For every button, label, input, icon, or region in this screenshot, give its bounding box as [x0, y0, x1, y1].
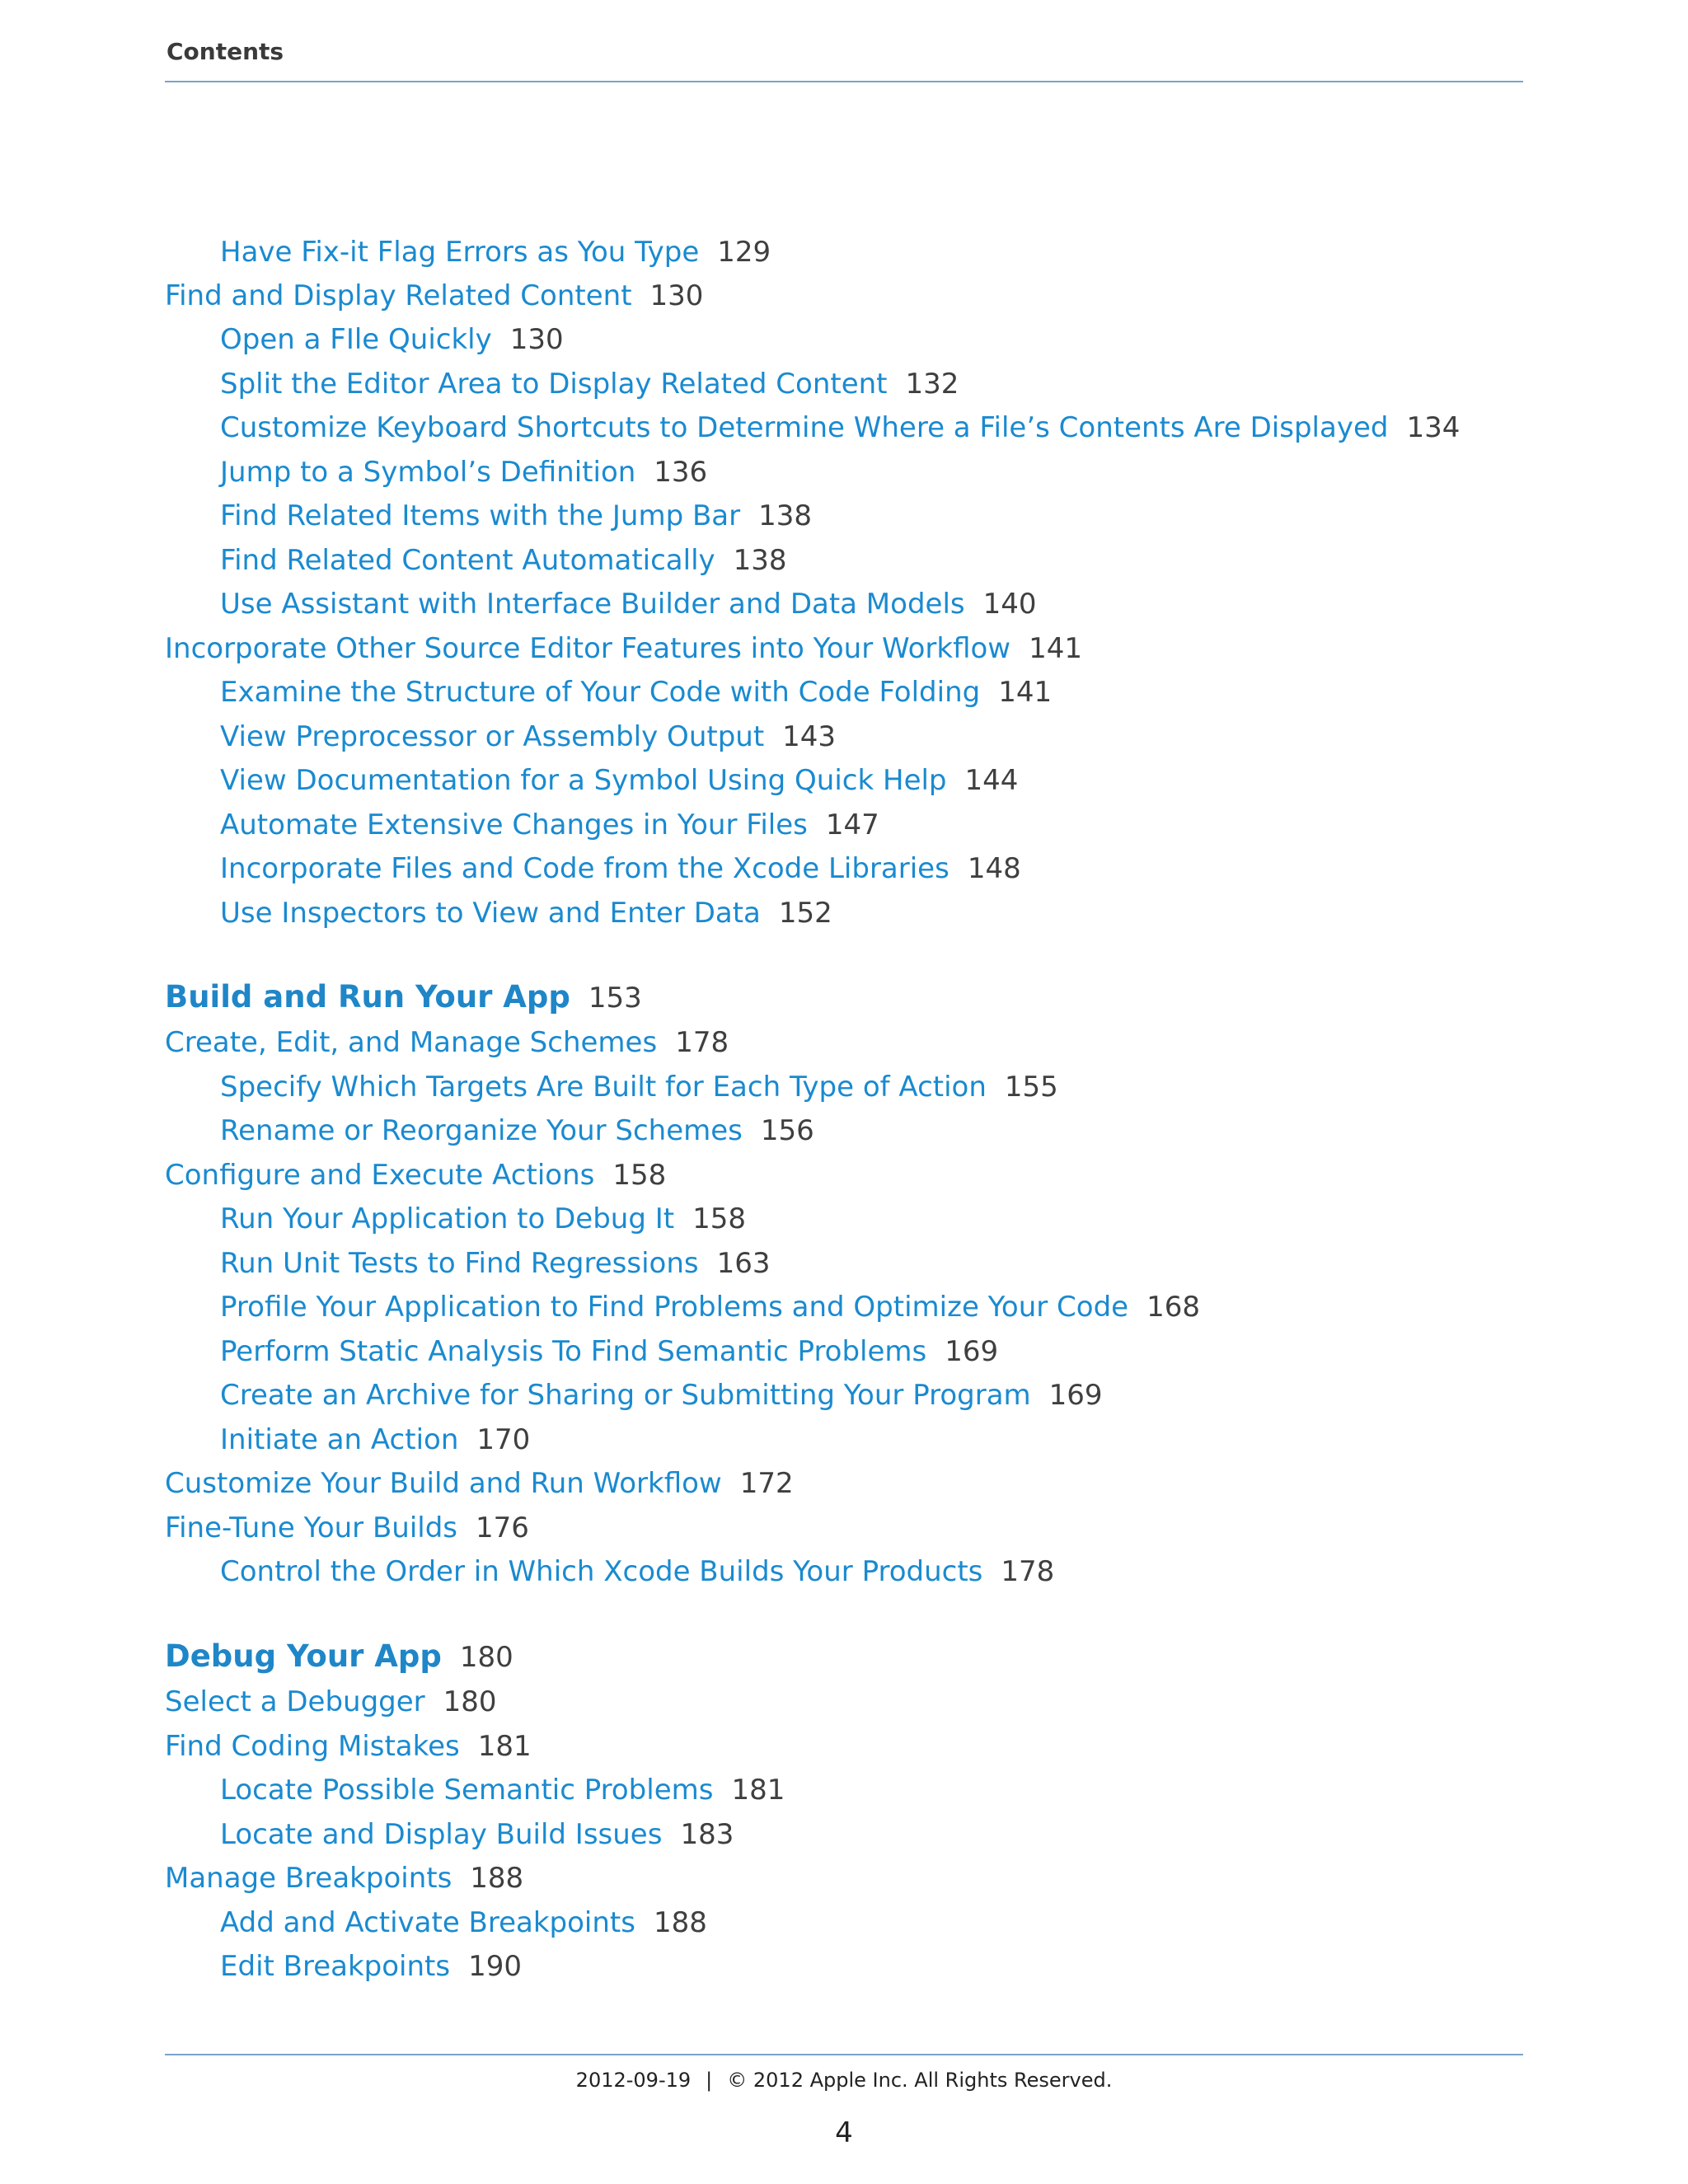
- toc-entry[interactable]: [220, 544, 787, 577]
- toc-entry-page: 148: [967, 852, 1021, 885]
- toc-entry-page: 169: [945, 1335, 999, 1368]
- toc-entry[interactable]: [220, 852, 1021, 885]
- toc-entry-title[interactable]: Create an Archive for Sharing or Submitting Your Program: [220, 1379, 1031, 1412]
- toc-entry-page: 143: [782, 720, 837, 753]
- toc-entry-title[interactable]: Rename or Reorganize Your Schemes: [220, 1114, 743, 1147]
- toc-entry-page: 138: [733, 544, 787, 577]
- toc-entry-page: 138: [758, 499, 812, 532]
- toc-entry[interactable]: [220, 1202, 746, 1235]
- toc-entry-page: 130: [649, 279, 704, 312]
- toc-entry-title[interactable]: Find Related Items with the Jump Bar: [220, 499, 741, 532]
- toc-entry[interactable]: [165, 1467, 794, 1500]
- toc-entry[interactable]: [220, 1071, 1058, 1104]
- footer: [0, 2069, 1688, 2092]
- toc-entry-title[interactable]: Split the Editor Area to Display Related Content: [220, 368, 888, 401]
- toc-entry[interactable]: [220, 1818, 734, 1851]
- toc-entry-title[interactable]: Find and Display Related Content: [165, 279, 632, 312]
- toc-entry[interactable]: [220, 368, 959, 401]
- toc-entry-page: 141: [1029, 632, 1083, 665]
- toc-entry[interactable]: [220, 1114, 814, 1147]
- toc-entry-page: 129: [717, 236, 771, 269]
- toc-entry-title[interactable]: Jump to a Symbol’s Definition: [220, 456, 636, 489]
- toc-entry[interactable]: [165, 279, 703, 312]
- toc-entry-title[interactable]: Edit Breakpoints: [220, 1950, 451, 1983]
- toc-entry[interactable]: [165, 632, 1082, 665]
- toc-entry-page: 176: [476, 1511, 529, 1544]
- toc-entry[interactable]: [220, 1950, 522, 1983]
- toc-entry[interactable]: [220, 764, 1018, 797]
- toc-entry-page: 147: [825, 808, 879, 841]
- toc-entry-title[interactable]: Find Coding Mistakes: [165, 1730, 460, 1763]
- toc-entry-page: 140: [982, 588, 1037, 621]
- toc-entry-title[interactable]: Configure and Execute Actions: [165, 1159, 595, 1192]
- toc-chapter-title[interactable]: Build and Run Your App: [165, 979, 570, 1015]
- toc-entry[interactable]: [220, 588, 1037, 621]
- toc-entry[interactable]: [220, 456, 707, 489]
- toc-entry[interactable]: [220, 1379, 1103, 1412]
- toc-entry[interactable]: [220, 411, 1460, 444]
- toc-entry-page: 178: [675, 1026, 729, 1059]
- toc-entry-title[interactable]: Incorporate Files and Code from the Xcode Libraries: [220, 852, 950, 885]
- page-number: 4: [835, 2116, 853, 2149]
- toc-entry-title[interactable]: Locate Possible Semantic Problems: [220, 1774, 714, 1807]
- toc-entry[interactable]: [220, 676, 1052, 709]
- toc-entry-page: 181: [477, 1730, 532, 1763]
- toc-entry-page: 172: [739, 1467, 794, 1500]
- toc-entry[interactable]: [165, 1159, 666, 1192]
- toc-entry-title[interactable]: Customize Your Build and Run Workflow: [165, 1467, 722, 1500]
- toc-entry-page: 152: [778, 897, 832, 930]
- toc-entry[interactable]: [220, 720, 836, 753]
- toc-entry-title[interactable]: View Documentation for a Symbol Using Quick Help: [220, 764, 947, 797]
- toc-entry-title[interactable]: Manage Breakpoints: [165, 1862, 452, 1895]
- toc-entry-title[interactable]: Incorporate Other Source Editor Features into Your Workflow: [165, 632, 1011, 665]
- toc-entry[interactable]: [220, 1291, 1200, 1324]
- toc-chapter[interactable]: [165, 981, 642, 1015]
- footer-date: 2012-09-19: [575, 2069, 692, 2092]
- toc-entry[interactable]: [165, 1730, 532, 1763]
- toc-entry-title[interactable]: Specify Which Targets Are Built for Each Type of Action: [220, 1071, 987, 1104]
- toc-entry-title[interactable]: View Preprocessor or Assembly Output: [220, 720, 765, 753]
- toc-entry-title[interactable]: Use Inspectors to View and Enter Data: [220, 897, 761, 930]
- toc-entry-page: 180: [443, 1685, 497, 1718]
- toc-entry-page: 130: [509, 323, 564, 356]
- toc-entry[interactable]: [220, 323, 564, 356]
- toc-entry-page: 155: [1004, 1071, 1058, 1104]
- toc-entry[interactable]: [220, 1247, 771, 1280]
- toc-entry-page: 158: [692, 1202, 746, 1235]
- toc-entry-title[interactable]: Profile Your Application to Find Problems and Optimize Your Code: [220, 1291, 1129, 1324]
- toc-entry[interactable]: [220, 1335, 998, 1368]
- toc-entry-page: 188: [653, 1906, 707, 1939]
- toc-entry-page: 178: [1001, 1555, 1055, 1588]
- toc-entry-page: 163: [716, 1247, 771, 1280]
- toc-entry-page: 190: [468, 1950, 522, 1983]
- toc-entry-title[interactable]: Select a Debugger: [165, 1685, 425, 1718]
- toc-entry[interactable]: [165, 1685, 497, 1718]
- footer-separator: |: [706, 2069, 713, 2092]
- toc-entry-page: 188: [470, 1862, 524, 1895]
- toc-entry-page: 156: [760, 1114, 814, 1147]
- toc-entry-title[interactable]: Find Related Content Automatically: [220, 544, 715, 577]
- page-header-title: Contents: [166, 38, 284, 65]
- toc-entry-page: 141: [998, 676, 1053, 709]
- toc-entry-title[interactable]: Automate Extensive Changes in Your Files: [220, 808, 808, 841]
- toc-entry[interactable]: [220, 236, 771, 269]
- footer-rule: [165, 2054, 1523, 2055]
- toc-entry[interactable]: [220, 1423, 530, 1456]
- toc-entry-page: 136: [654, 456, 708, 489]
- toc-entry[interactable]: [165, 1862, 523, 1895]
- toc-entry-page: 158: [612, 1159, 667, 1192]
- toc-entry-title[interactable]: Have Fix-it Flag Errors as You Type: [220, 236, 700, 269]
- toc-entry-title[interactable]: Run Your Application to Debug It: [220, 1202, 675, 1235]
- toc-entry[interactable]: [165, 1511, 529, 1544]
- toc-entry-page: 181: [731, 1774, 785, 1807]
- toc-entry-title[interactable]: Run Unit Tests to Find Regressions: [220, 1247, 699, 1280]
- toc-entry[interactable]: [165, 1026, 729, 1059]
- toc-entry-title[interactable]: Examine the Structure of Your Code with Code Folding: [220, 676, 981, 709]
- toc-entry-title[interactable]: Fine-Tune Your Builds: [165, 1511, 458, 1544]
- toc-entry[interactable]: [220, 1555, 1054, 1588]
- toc-entry[interactable]: [220, 1906, 707, 1939]
- toc-entry-title[interactable]: Initiate an Action: [220, 1423, 459, 1456]
- toc-entry-title[interactable]: Customize Keyboard Shortcuts to Determine Where a File’s Contents Are Displayed: [220, 411, 1389, 444]
- toc-entry-title[interactable]: Add and Activate Breakpoints: [220, 1906, 635, 1939]
- toc-entry-page: 168: [1146, 1291, 1201, 1324]
- toc-entry-title[interactable]: Open a FIle Quickly: [220, 323, 492, 356]
- toc-entry-title[interactable]: Use Assistant with Interface Builder and Data Models: [220, 588, 965, 621]
- toc-entry-page: 170: [476, 1423, 531, 1456]
- toc-entry[interactable]: [220, 499, 812, 532]
- toc-entry-title[interactable]: Create, Edit, and Manage Schemes: [165, 1026, 658, 1059]
- toc-entry[interactable]: [220, 808, 879, 841]
- toc-chapter-page: 180: [459, 1641, 513, 1674]
- toc-entry-page: 132: [905, 368, 959, 401]
- toc-entry-page: 183: [680, 1818, 734, 1851]
- toc-chapter-page: 153: [588, 982, 642, 1015]
- toc-entry[interactable]: [220, 1774, 785, 1807]
- toc-entry-title[interactable]: Locate and Display Build Issues: [220, 1818, 663, 1851]
- toc-entry-title[interactable]: Control the Order in Which Xcode Builds Your Products: [220, 1555, 983, 1588]
- toc-entry[interactable]: [220, 897, 832, 930]
- toc-entry-page: 134: [1406, 411, 1461, 444]
- toc-chapter[interactable]: [165, 1640, 513, 1674]
- toc-entry-title[interactable]: Perform Static Analysis To Find Semantic Problems: [220, 1335, 927, 1368]
- toc-entry-page: 169: [1048, 1379, 1103, 1412]
- toc-entry-page: 144: [964, 764, 1019, 797]
- footer-copyright: © 2012 Apple Inc. All Rights Reserved.: [727, 2069, 1113, 2092]
- toc-chapter-title[interactable]: Debug Your App: [165, 1638, 442, 1674]
